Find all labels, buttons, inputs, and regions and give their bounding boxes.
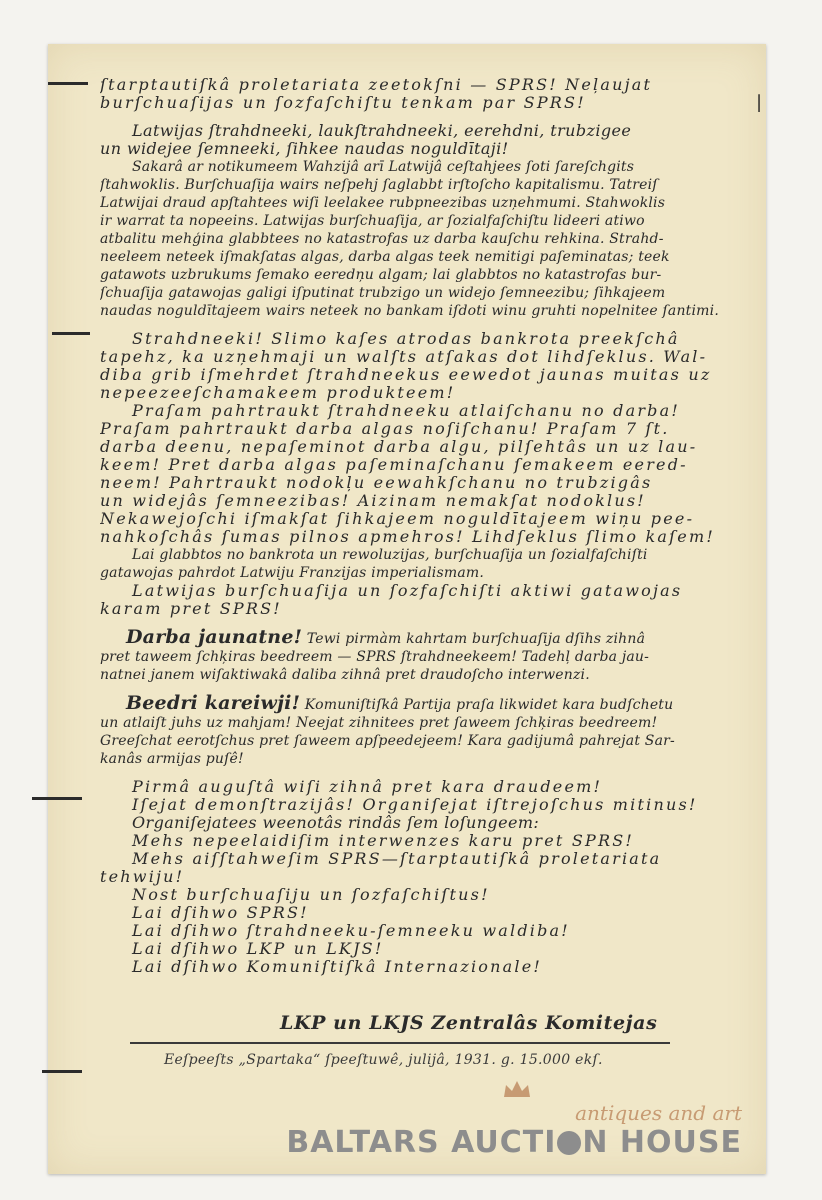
- text-line: atbalitu mehģina glabbtees no katastrofas uz darba kauſchu rehkina. Strahd-: [100, 231, 664, 247]
- text-line: ir warrat ta nopeeins. Latwijas burſchuaſija, ar ſozialfaſchiſtu lideeri atiwo: [100, 213, 645, 229]
- text-line: Organiſejatees weenotâs rindâs ſem loſungeem:: [132, 814, 540, 832]
- text-line: un atlaiſt juhs uz mahjam! Neejat zihnitees pret ſaweem ſchķiras beedreem!: [100, 715, 658, 731]
- text-line: darba deenu, nepaſeminot darba algu, pilſehtâs un uz lau-: [100, 438, 698, 456]
- text-line: Lai dſihwo ſtrahdneeku-ſemneeku waldiba!: [132, 922, 570, 940]
- margin-mark: |: [756, 92, 763, 113]
- imprint-line: Eeſpeeſts „Spartaka“ ſpeeſtuwê, julijâ, 1931. g. 15.000 ekſ.: [164, 1052, 603, 1068]
- margin-rule: [32, 797, 82, 800]
- watermark-o-glyph: [557, 1131, 581, 1155]
- signature-line: LKP un LKJS Zentralâs Komitejas: [280, 1012, 658, 1034]
- margin-rule: [42, 1070, 82, 1073]
- text-line: Praſam pahrtraukt darba algas noſiſchanu! Praſam 7 ſt.: [100, 420, 670, 438]
- text-line: Latwijai draud apſtahtees wiſi leelakee rubpneezibas uzņehmumi. Stahwoklis: [100, 195, 666, 211]
- text-line: nahkoſchâs ſumas pilnos apmehros! Lihdſeklus ſlimo kaſem!: [100, 528, 715, 546]
- text-line: Strahdneeki! Slimo kaſes atrodas bankrota preekſchâ: [132, 330, 680, 348]
- text-line: naudas noguldītajeem wairs neteek no bankam iſdoti winu gruhti nopelnitee ſantimi.: [100, 303, 719, 319]
- text-line: neeleem neteek iſmakſatas algas, darba algas teek nemitigi paſeminatas; teek: [100, 249, 670, 265]
- text-line: ſtahwoklis. Burſchuaſija wairs neſpehj ſaglabbt irſtoſcho kapitalismu. Tatreiſ: [100, 177, 658, 193]
- text-line: pret taweem ſchķiras beedreem — SPRS ſtrahdneekeem! Tadehļ darba jau-: [100, 649, 650, 665]
- crown-icon: [502, 1079, 532, 1099]
- text-line: Latwijas burſchuaſija un ſozfaſchiſti aktiwi gatawojas: [132, 582, 683, 600]
- margin-rule: [48, 82, 88, 85]
- watermark-house-name: [286, 1125, 742, 1160]
- text-line: Lai dſihwo SPRS!: [132, 904, 309, 922]
- text-line: Sakarâ ar notikumeem Wahzijâ arī Latwijâ ceſtahjees ſoti ſareſchgits: [132, 159, 635, 175]
- text-line: Mehs aiſſtahweſim SPRS—ſtarptautiſkâ proletariata: [132, 850, 662, 868]
- leaflet-body: [100, 76, 720, 976]
- watermark-tagline: antiques and art: [575, 1101, 742, 1125]
- text-line: Nost burſchuaſiju un ſozfaſchiſtus!: [132, 886, 490, 904]
- text-line: [100, 628, 720, 648]
- text-line: Greeſchat eerotſchus pret ſaweem apſpeedejeem! Kara gadijumâ pahrejat Sar-: [100, 733, 675, 749]
- text-line: burſchuaſijas un ſozfaſchiſtu tenkam par SPRS!: [100, 94, 586, 112]
- text-line: neem! Pahrtraukt nodokļu eewahkſchanu no trubzigâs: [100, 474, 653, 492]
- text-run: Komuniſtiſkâ Partija praſa likwidet kara budſchetu: [300, 697, 674, 713]
- text-line: diba grib iſmehrdet ſtrahdneekus eewedot jaunas muitas uz: [100, 366, 712, 384]
- text-line: karam pret SPRS!: [100, 600, 282, 618]
- text-line: nepeezeeſchamakeem produkteem!: [100, 384, 456, 402]
- text-line: Iſejat demonſtrazijâs! Organiſejat iſtrejoſchus mitinus!: [132, 796, 698, 814]
- auction-watermark: [286, 1101, 742, 1160]
- text-line: Nekawejoſchi iſmakſat ſihkajeem noguldītajeem wiņu pee-: [100, 510, 695, 528]
- text-line: Latwijas ſtrahdneeki, laukſtrahdneeki, eerehdni, trubzigee: [132, 122, 632, 140]
- margin-rule: [52, 332, 90, 335]
- text-line: gatawojas pahrdot Latwiju Franzijas imperialismam.: [100, 565, 484, 581]
- text-line: tehwiju!: [100, 868, 185, 886]
- text-line: Praſam pahrtraukt ſtrahdneeku atlaiſchanu no darba!: [132, 402, 680, 420]
- text-line: natnei janem wiſaktiwakâ daliba zihnâ pret draudoſcho interwenzi.: [100, 667, 590, 683]
- imprint-rule: [130, 1042, 670, 1044]
- text-line: Lai glabbtos no bankrota un rewoluzijas, burſchuaſija un ſozialfaſchiſti: [132, 547, 648, 563]
- text-line: gatawots uzbrukums ſemako eeredņu algam; lai glabbtos no katastrofas bur-: [100, 267, 662, 283]
- text-line: Mehs nepeelaidiſim interwenzes karu pret SPRS!: [132, 832, 634, 850]
- section-heading: Darba jaunatne!: [126, 628, 303, 648]
- watermark-house-name-end: N HOUSE: [582, 1125, 742, 1160]
- text-line: ſtarptautiſkâ proletariata zeetokſni — SPRS! Neļaujat: [100, 76, 653, 94]
- text-line: [100, 694, 720, 714]
- text-line: Pirmâ auguſtâ wiſi zihnâ pret kara draudeem!: [132, 778, 603, 796]
- watermark-house-name-part: BALTARS AUCTI: [286, 1125, 557, 1160]
- text-line: keem! Pret darba algas paſeminaſchanu ſemakeem eered-: [100, 456, 688, 474]
- text-line: tapehz, ka uzņehmaji un walſts atſakas dot lihdſeklus. Wal-: [100, 348, 708, 366]
- text-line: kanâs armijas puſê!: [100, 751, 244, 767]
- text-line: Lai dſihwo Komuniſtiſkâ Internazionale!: [132, 958, 542, 976]
- text-line: ſchuaſija gatawojas galigi iſputinat trubzigo un widejo ſemneezibu; ſihkajeem: [100, 285, 666, 301]
- section-heading: Beedri kareiwji!: [126, 694, 301, 714]
- text-line: Lai dſihwo LKP un LKJS!: [132, 940, 384, 958]
- text-line: un widejee ſemneeki, ſihkee naudas noguldītaji!: [100, 140, 509, 158]
- text-line: un widejâs ſemneezibas! Aizinam nemakſat nodoklus!: [100, 492, 646, 510]
- text-run: Tewi pirmàm kahrtam burſchuaſija dſihs zihnâ: [302, 631, 646, 647]
